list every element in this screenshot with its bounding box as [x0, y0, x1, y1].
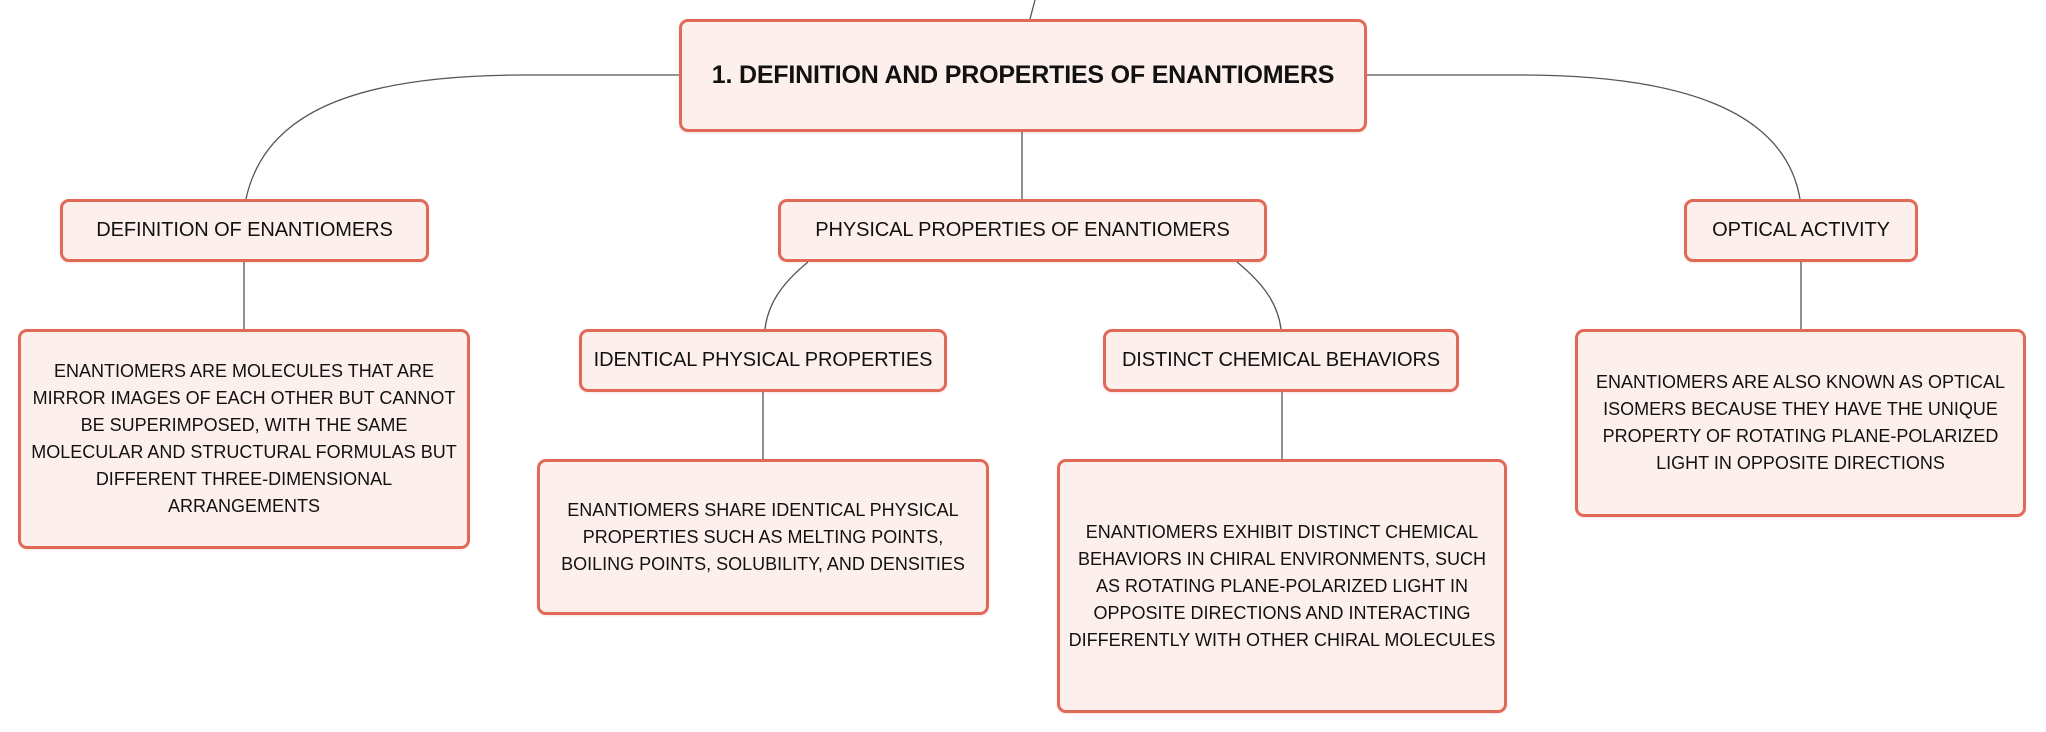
definition-topic-label: DEFINITION OF ENANTIOMERS	[96, 219, 393, 241]
optical-activity-detail-text: ENANTIOMERS ARE ALSO KNOWN AS OPTICAL ISOMERS BECAUSE THEY HAVE THE UNIQUE PROPERTY OF ROTATING PLANE-POLARIZED LIGHT IN OPPOSITE DIRECTIONS	[1595, 372, 2006, 473]
optical-activity-topic-label: OPTICAL ACTIVITY	[1712, 219, 1890, 241]
distinct-behaviors-detail-text: ENANTIOMERS EXHIBIT DISTINCT CHEMICAL BEHAVIORS IN CHIRAL ENVIRONMENTS, SUCH AS ROTATING PLANE-POLARIZED LIGHT IN OPPOSITE DIRECTIONS AND INTERACTING DIFFERENTLY WITH OTHER CHIRAL MOLECULES	[1068, 521, 1496, 650]
edge-physical-to-distinct	[1237, 262, 1281, 329]
distinct-behaviors-detail-node[interactable]	[1057, 459, 1507, 713]
identical-properties-topic-node[interactable]	[579, 329, 947, 392]
physical-properties-topic-label: PHYSICAL PROPERTIES OF ENANTIOMERS	[815, 219, 1230, 241]
definition-topic-node[interactable]	[60, 199, 429, 262]
optical-activity-detail-node[interactable]	[1575, 329, 2026, 517]
definition-detail-node[interactable]	[18, 329, 470, 549]
identical-properties-topic-label: IDENTICAL PHYSICAL PROPERTIES	[593, 349, 933, 371]
edge-root-to-optical	[1367, 75, 1800, 199]
distinct-behaviors-topic-node[interactable]	[1103, 329, 1459, 392]
identical-properties-detail-node[interactable]	[537, 459, 989, 615]
identical-properties-detail-text: ENANTIOMERS SHARE IDENTICAL PHYSICAL PROPERTIES SUCH AS MELTING POINTS, BOILING POINTS, SOLUBILITY, AND DENSITIES	[561, 499, 965, 574]
definition-detail-text: ENANTIOMERS ARE MOLECULES THAT ARE MIRROR IMAGES OF EACH OTHER BUT CANNOT BE SUPERIMPOSED, WITH THE SAME MOLECULAR AND STRUCTURAL FORMULAS BUT DIFFERENT THREE-DIMENSIONAL ARRANGEMENTS	[31, 361, 457, 516]
physical-properties-topic-node[interactable]	[778, 199, 1267, 262]
root-topic-node[interactable]	[679, 19, 1367, 132]
edge-root-to-definition	[246, 75, 679, 199]
edge-parent-to-root	[1030, 0, 1035, 19]
root-topic-label: 1. DEFINITION AND PROPERTIES OF ENANTIOMERS	[711, 61, 1335, 89]
distinct-behaviors-topic-label: DISTINCT CHEMICAL BEHAVIORS	[1121, 349, 1441, 371]
optical-activity-topic-node[interactable]	[1684, 199, 1918, 262]
edge-physical-to-identical	[765, 262, 808, 329]
